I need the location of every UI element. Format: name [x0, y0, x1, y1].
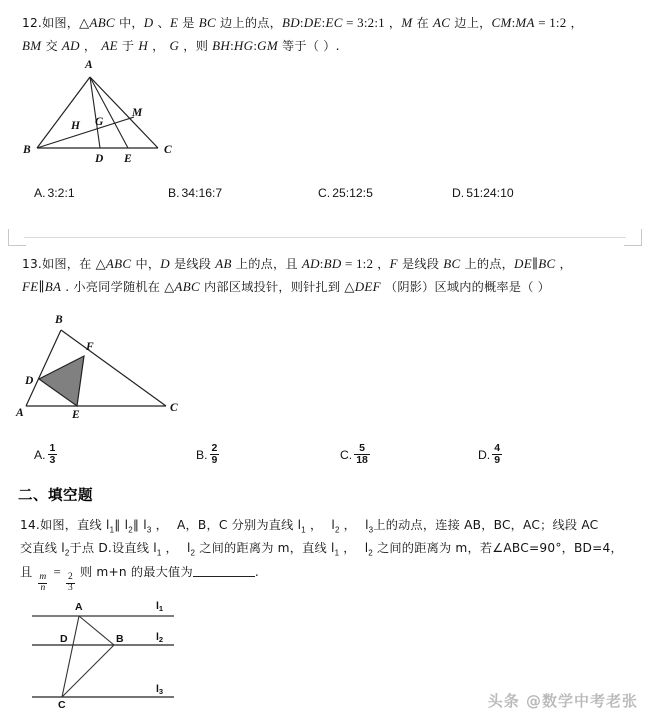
choice-13-b-numerator: 2 [211, 442, 218, 454]
q14-frac1-numerator: m [39, 572, 47, 582]
question-13-choices [0, 444, 650, 474]
choice-13-d-numerator: 4 [494, 442, 501, 454]
figure-question-14 [22, 592, 222, 712]
q14-line3-prefix: 且 [20, 565, 33, 579]
choice-13-a-fraction [48, 443, 58, 465]
question-13-line-1: 13.如图，在 △ABC 中，D 是线段 AB 上的点，且 AD:BD = 1:2 ，F 是线段 BC 上的点，DE∥BC ， [22, 256, 572, 271]
choice-12-d[interactable] [452, 186, 514, 200]
question-12-choices [0, 186, 650, 216]
figure-14-label-b: B [116, 633, 124, 645]
q14-line3-suffix: 则 m+n 的最大值为 [79, 565, 193, 579]
figure-12-label-a: A [85, 59, 93, 71]
figure-13-label-f: F [86, 341, 94, 353]
figure-12-label-m: M [132, 107, 143, 119]
figure-12-label-d: D [95, 153, 104, 165]
question-14-line-3 [20, 559, 259, 594]
choice-13-c-numerator: 5 [359, 442, 365, 454]
choice-12-d-key: D. [452, 186, 465, 200]
figure-14-label-c: C [58, 699, 66, 711]
figure-14-label-d: D [60, 633, 68, 645]
figure-13-label-b: B [55, 314, 63, 326]
figure-question-13 [14, 308, 194, 421]
choice-13-c-key: C. [340, 448, 353, 463]
figure-13-label-d: D [25, 375, 34, 387]
q14-answer-blank[interactable] [193, 566, 255, 577]
q14-frac1-denominator: n [40, 582, 46, 593]
figure-12-label-h: H [71, 120, 80, 132]
choice-13-b-denominator: 9 [211, 453, 218, 466]
choice-13-b-fraction [210, 443, 220, 465]
figure-12-label-e: E [124, 153, 132, 165]
watermark: 头条 @数学中考老张 [487, 692, 638, 710]
choice-12-b-value: 34:16:7 [181, 186, 223, 200]
choice-13-d-fraction [492, 443, 502, 465]
choice-13-d-denominator: 9 [494, 453, 501, 466]
choice-13-a-key: A. [34, 448, 46, 463]
choice-12-a-value: 3:2:1 [47, 186, 75, 200]
figure-13-label-c: C [170, 402, 178, 414]
choice-13-c[interactable] [340, 444, 370, 466]
figure-14-label-a: A [75, 601, 83, 613]
q14-fraction-two-thirds [66, 573, 75, 594]
question-12-line-1: 12.如图，△ABC 中，D 、E 是 BC 边上的点，BD:DE:EC = 3:2:1 ，M 在 AC 边上，CM:MA = 1:2 ， [22, 15, 583, 30]
page-corner-mark-right [624, 229, 642, 246]
choice-13-d-key: D. [478, 448, 491, 463]
choice-12-b-key: B. [168, 186, 180, 200]
choice-12-b[interactable] [168, 186, 222, 200]
question-14-line-2: 交直线 $l_2$于点 D.设直线 $l_1$ ， $l_2$ 之间的距离为 m，直线 $l_1$ ， $l_2$ 之间的距离为 m，若∠ABC=90°，BD=4， [20, 541, 623, 558]
page-break-rule [24, 237, 626, 238]
choice-12-c-key: C. [318, 186, 331, 200]
q14-line3-end: . [254, 565, 259, 579]
choice-13-b[interactable] [196, 444, 219, 466]
figure-12-label-c: C [164, 144, 172, 156]
figure-14-label-l1: l1 [156, 600, 164, 613]
choice-13-a-numerator: 1 [49, 442, 56, 454]
question-14-line-1: 14.如图，直线 $l_1\parallel$ $l_2\parallel$ $l_3$ ， A，B，C 分别为直线 $l_1$ ， $l_2$ ， $l_3$上的动点，连接 AB，BC，AC；线段 AC [20, 518, 599, 535]
choice-12-d-value: 51:24:10 [466, 186, 514, 200]
choice-13-a-denominator: 3 [49, 453, 56, 466]
q14-fraction-m-over-n [37, 573, 48, 594]
q14-equals-sign: = [53, 564, 61, 579]
q14-frac2-denominator: 3 [68, 582, 73, 593]
section-2-heading: 二、填空题 [18, 488, 93, 504]
choice-13-b-key: B. [196, 448, 208, 463]
choice-12-c[interactable] [318, 186, 373, 200]
choice-13-c-denominator: 18 [356, 453, 368, 466]
choice-13-c-fraction [354, 443, 370, 465]
figure-13-label-a: A [16, 407, 24, 419]
choice-12-c-value: 25:12:5 [332, 186, 373, 200]
figure-13-label-e: E [72, 409, 80, 421]
question-12-line-2: BM 交 AD ， AE 于 H ， G ，则 BH:HG:GM 等于（ ）. [22, 38, 340, 53]
choice-13-d[interactable] [478, 444, 502, 466]
figure-14-label-l2: l2 [156, 631, 164, 644]
figure-question-12 [18, 55, 198, 165]
page-break-divider [0, 228, 650, 246]
choice-12-a-key: A. [34, 186, 46, 200]
q14-frac2-numerator: 2 [68, 572, 73, 582]
figure-14-label-l3: l3 [156, 683, 164, 696]
choice-12-a[interactable] [34, 186, 75, 200]
figure-12-label-b: B [23, 144, 31, 156]
figure-12-label-g: G [95, 116, 104, 128]
choice-13-a[interactable] [34, 444, 57, 466]
question-13-line-2: FE∥BA . 小亮同学随机在 △ABC 内部区域投针，则针扎到 △DEF （阴影）区域内的概率是（ ） [22, 279, 551, 294]
